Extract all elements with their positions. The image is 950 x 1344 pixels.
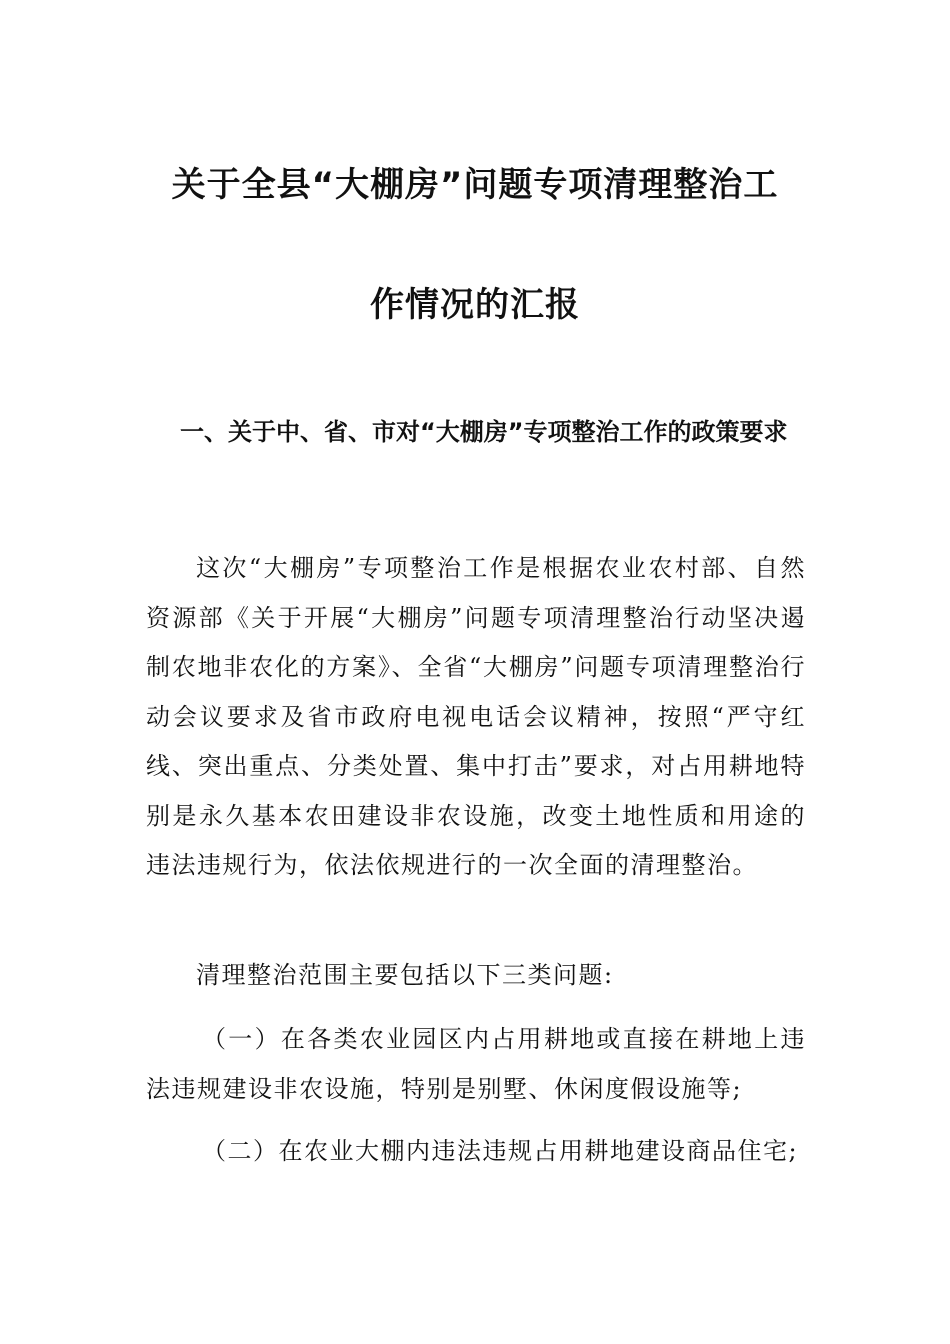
paragraph-scope-intro: 清理整治范围主要包括以下三类问题: <box>196 961 614 989</box>
section-heading: 一、关于中、省、市对“大棚房”专项整治工作的政策要求 <box>180 418 788 446</box>
paragraph-scope-item-1: （一）在各类农业园区内占用耕地或直接在耕地上违法违规建设非农设施，特别是别墅、休闲度假设施等; <box>146 1025 806 1103</box>
document-title-line-1: 关于全县“大棚房”问题专项清理整治工 <box>171 165 779 205</box>
paragraph-scope-item-2: （二）在农业大棚内违法违规占用耕地建设商品住宅; <box>202 1137 799 1165</box>
document-title-line-2: 作情况的汇报 <box>370 285 580 325</box>
paragraph-policy-basis: 这次“大棚房”专项整治工作是根据农业农村部、自然资源部《关于开展“大棚房”问题专项清理整治行动坚决遏制农地非农化的方案》、全省“大棚房”问题专项清理整治行动会议要求及省市政府电视电话会议精神，按照“严守红线、突出重点、分类处置、集中打击”要求，对占用耕地特别是永久基本农田建设非农设施，改变土地性质和用途的违法违规行为，依法依规进行的一次全面的清理整治。 <box>146 554 806 879</box>
